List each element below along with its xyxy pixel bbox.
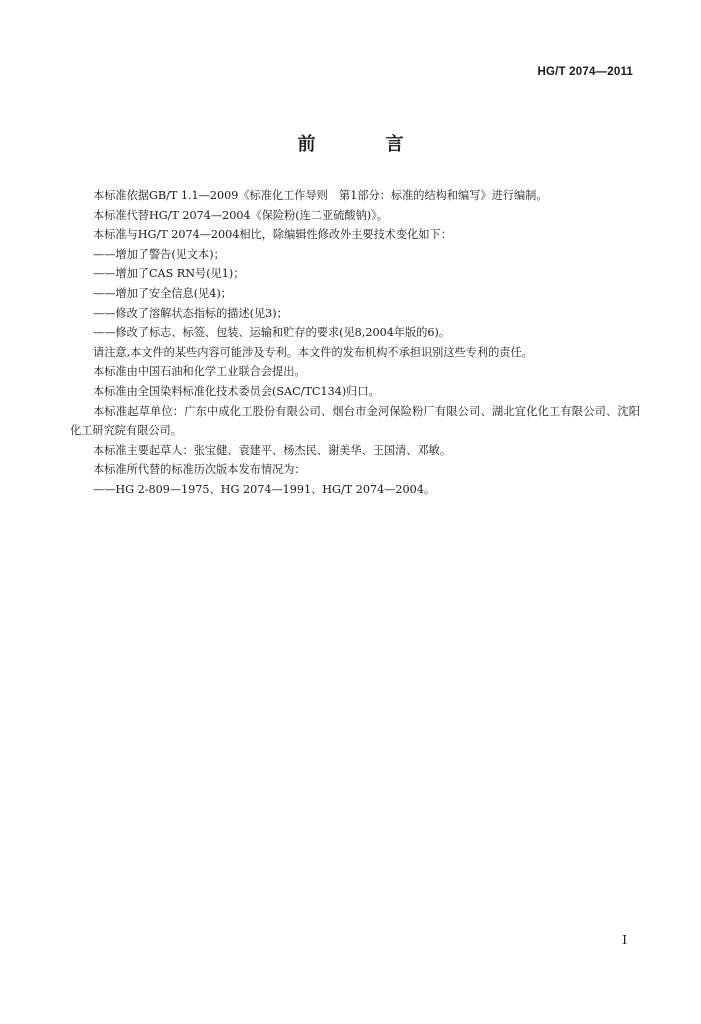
change-item-marking: ——修改了标志、标签、包装、运输和贮存的要求(见8,2004年版的6)。 bbox=[93, 326, 451, 340]
change-item-warning: ——增加了警告(见文本)； bbox=[93, 247, 225, 261]
standard-code: HG/T 2074—2011 bbox=[537, 66, 633, 78]
paragraph-patent-notice: 请注意,本文件的某些内容可能涉及专利。本文件的发布机构不承担识别这些专利的责任。 bbox=[93, 345, 533, 359]
page-title: 前 言 bbox=[297, 134, 430, 155]
change-item-solubility: ——修改了溶解状态指标的描述(见3)； bbox=[93, 306, 288, 320]
paragraph-history-list: ——HG 2-809—1975、HG 2074—1991、HG/T 2074—2004。 bbox=[93, 482, 436, 496]
change-item-safety-info: ——增加了安全信息(见4)； bbox=[93, 286, 232, 300]
paragraph-basis: 本标准依据GB/T 1.1—2009《标准化工作导则 第1部分：标准的结构和编写》进行编制。 bbox=[93, 189, 548, 202]
paragraph-history-intro: 本标准所代替的标准历次版本发布情况为： bbox=[93, 463, 306, 477]
paragraph-drafters: 本标准主要起草人：张宝健、袁建平、杨杰民、谢美华、王国清、邓敏。 bbox=[93, 443, 452, 457]
foreword-body bbox=[70, 186, 640, 500]
page-number: I bbox=[622, 933, 627, 947]
paragraph-replaces: 本标准代替HG/T 2074—2004《保险粉(连二亚硫酸钠)》。 bbox=[93, 208, 388, 222]
paragraph-changes-intro: 本标准与HG/T 2074—2004相比，除编辑性修改外主要技术变化如下： bbox=[93, 228, 452, 242]
change-item-cas-rn: ——增加了CAS RN号(见1)； bbox=[93, 267, 245, 281]
paragraph-centralized-by: 本标准由全国染料标准化技术委员会(SAC/TC134)归口。 bbox=[93, 384, 380, 398]
paragraph-proposed-by: 本标准由中国石油和化学工业联合会提出。 bbox=[93, 365, 306, 379]
paragraph-drafting-units: 本标准起草单位：广东中成化工股份有限公司、烟台市金河保险粉厂有限公司、湖北宜化化工有限公司、沈阳化工研究院有限公司。 bbox=[70, 404, 640, 438]
